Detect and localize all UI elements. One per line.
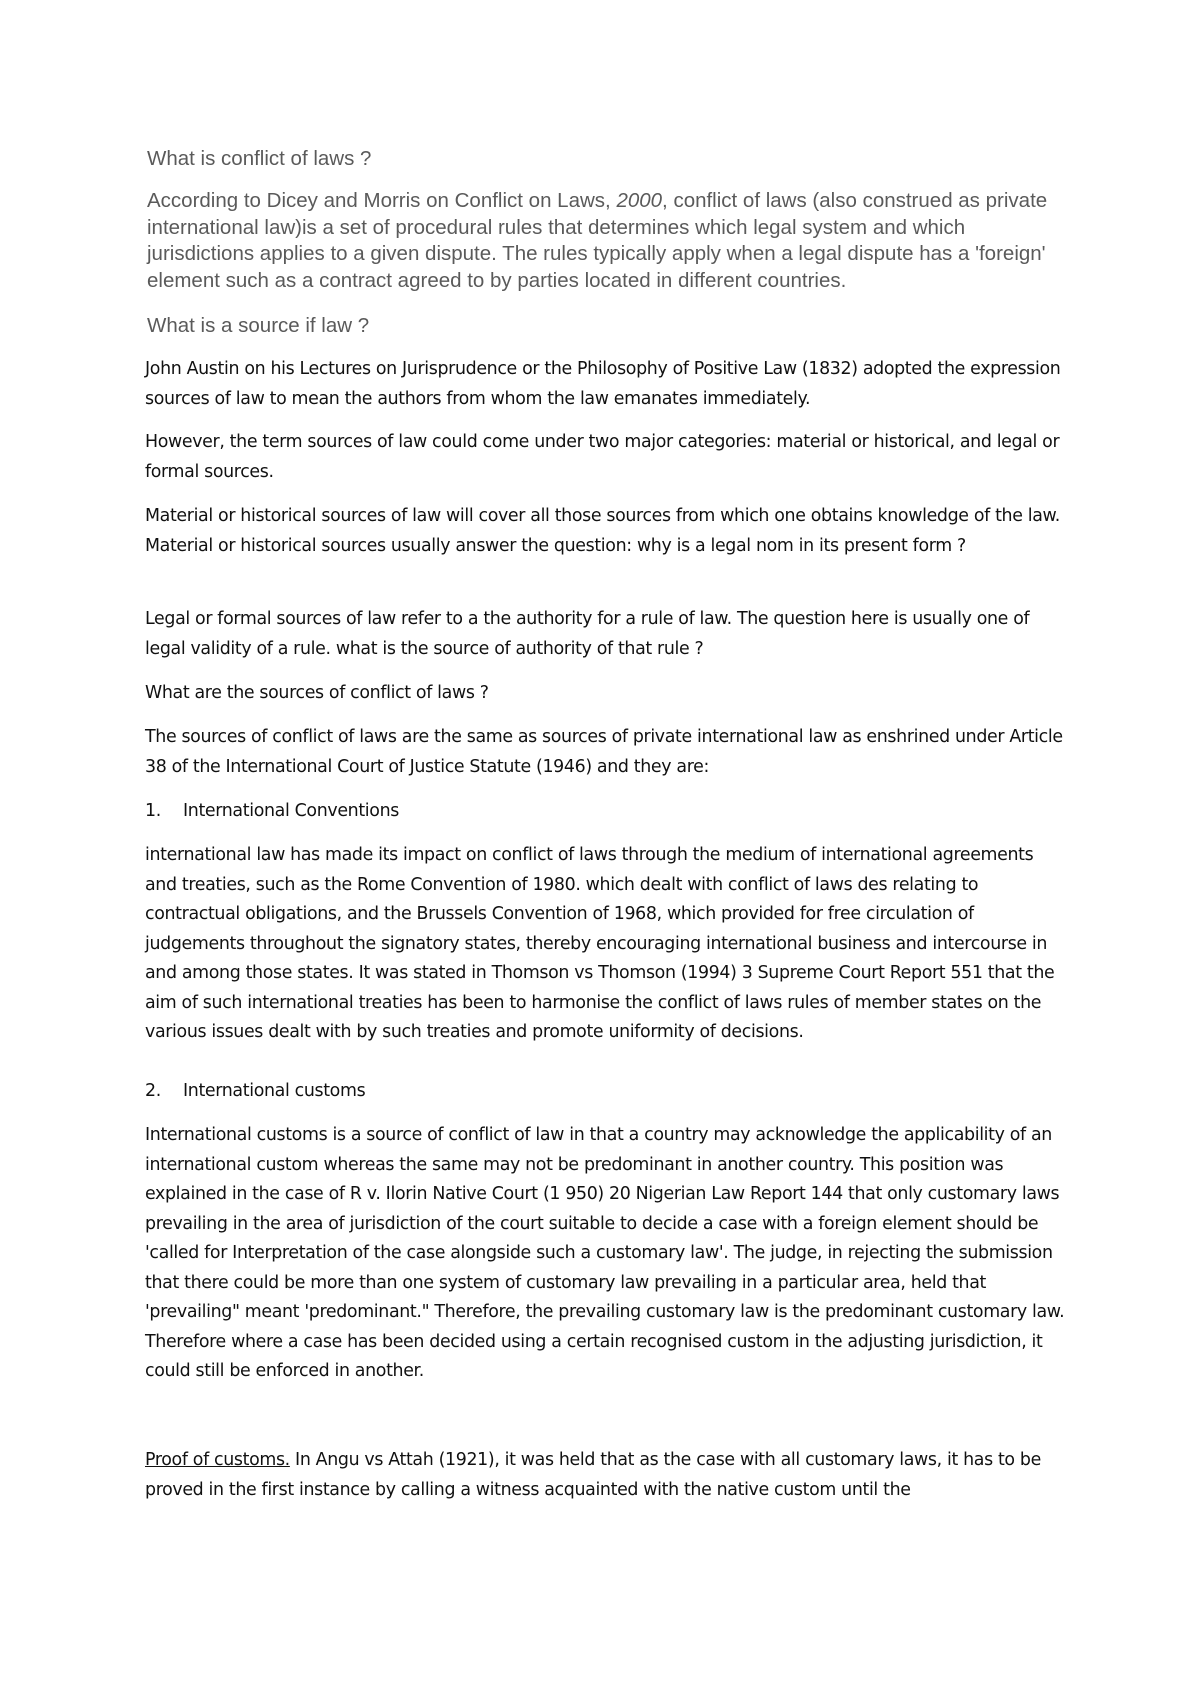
paragraph-legal-sources: Legal or formal sources of law refer to a the authority for a rule of law. The question here is usually one of legal validity of a rule. what is the source of authority of that rule ?	[145, 609, 1030, 659]
question-sources-of-conflict: What are the sources of conflict of laws ?	[145, 683, 489, 703]
heading-what-is-a-source-of-law: What is a source if law ?	[147, 314, 370, 337]
paragraph-proof-of-customs	[145, 1446, 1070, 1505]
paragraph-material-sources: Material or historical sources of law will cover all those sources from which one obtains knowledge of the law. Material or historical sources usually answer the question: why is a legal nom in its present form ?	[145, 506, 1060, 556]
intro-text-end: , conflict of laws (also construed as private international law)is a set of procedural rules that determines which legal system and which jurisdictions applies to a given dispute. The rules typically apply when a legal dispute has a 'foreign' element such as a contract agreed to by parties located in different countries.	[147, 189, 1048, 292]
paragraph-john-austin: John Austin on his Lectures on Jurisprudence or the Philosophy of Positive Law (1832) adopted the expression sources of law to mean the authors from whom the law emanates immediately.	[145, 359, 1061, 409]
list-item-international-conventions	[145, 797, 1070, 827]
intro-year: 2000	[616, 189, 663, 212]
paragraph-international-customs: International customs is a source of conflict of law in that a country may acknowledge the applicability of an international custom whereas the same may not be predominant in another country. This position was explained in the case of R v. Ilorin Native Court (1 950) 20 Nigerian Law Report 144 that only customary laws prevailing in the area of jurisdiction of the court suitable to decide a case with a foreign element should be 'called for Interpretation of the case alongside such a customary law'. The judge, in rejecting the submission that there could be more than one system of customary law prevailing in a particular area, held that 'prevailing" meant 'predominant." Therefore, the prevailing customary law is the predominant customary law. Therefore where a case has been decided using a certain recognised custom in the adjusting jurisdiction, it could still be enforced in another.	[145, 1125, 1065, 1381]
paragraph-sources-article-38: The sources of conflict of laws are the same as sources of private international law as enshrined under Article 38 of the International Court of Justice Statute (1946) and they are:	[145, 727, 1063, 777]
list-label: International customs	[183, 1081, 366, 1101]
intro-text-start: According to Dicey and Morris on Conflict on Laws,	[147, 189, 617, 212]
paragraph-international-conventions: international law has made its impact on conflict of laws through the medium of international agreements and treaties, such as the Rome Convention of 1980. which dealt with conflict of laws des relating to contractual obligations, and the Brussels Convention of 1968, which provided for free circulation of judgements throughout the signatory states, thereby encouraging international business and intercourse in and among those states. It was stated in Thomson vs Thomson (1994) 3 Supreme Court Report 551 that the aim of such international treaties has been to harmonise the conflict of laws rules of member states on the various issues dealt with by such treaties and promote uniformity of decisions.	[145, 845, 1055, 1042]
list-number: 2.	[145, 1081, 161, 1101]
list-number: 1.	[145, 801, 161, 821]
proof-of-customs-text: In Angu vs Attah (1921), it was held that as the case with all customary laws, it has to be proved in the first instance by calling a witness acquainted with the native custom until the	[145, 1450, 1041, 1500]
list-label: International Conventions	[183, 801, 399, 821]
proof-of-customs-heading: Proof of customs.	[145, 1450, 290, 1470]
heading-what-is-conflict-of-laws: What is conflict of laws ?	[147, 147, 372, 170]
paragraph-however-categories: However, the term sources of law could come under two major categories: material or historical, and legal or formal sources.	[145, 432, 1060, 482]
paragraph-dicey-morris-definition	[147, 188, 1077, 294]
list-item-international-customs	[145, 1077, 1070, 1107]
